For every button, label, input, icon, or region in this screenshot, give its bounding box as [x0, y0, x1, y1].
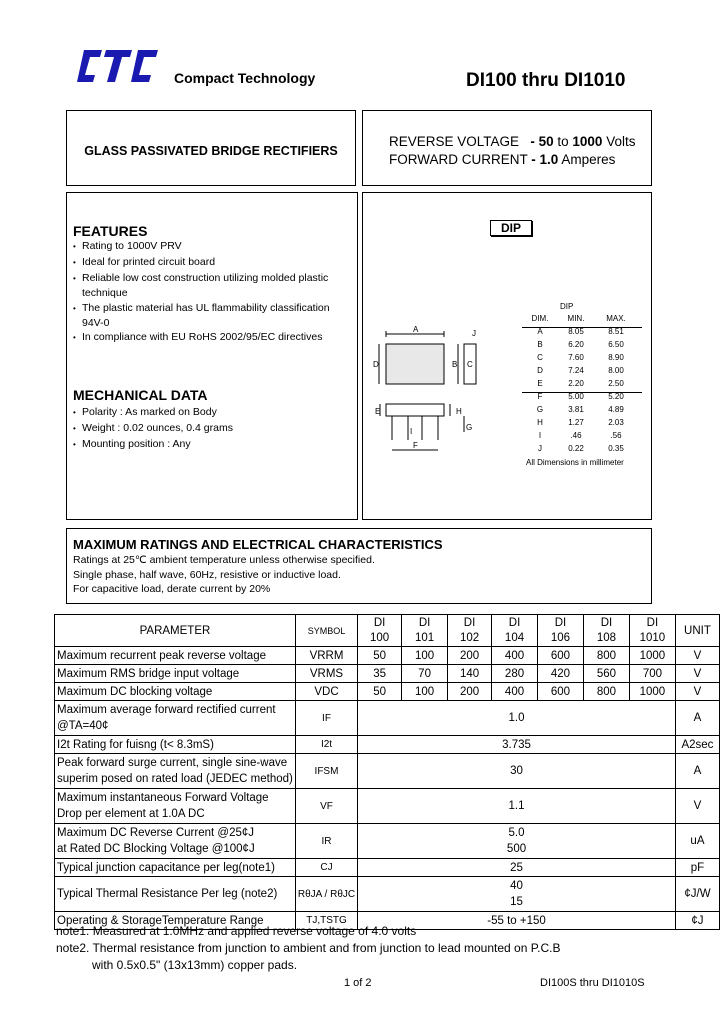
ratings-line-1: Ratings at 25℃ ambient temperature unless otherwise specified. [73, 554, 375, 566]
table-row: I2t Rating for fuisng (t< 8.3mS) I2t 3.735 A2sec [55, 736, 720, 754]
reverse-sep: - [530, 134, 535, 149]
dim-row: G 3.81 4.89 [536, 405, 624, 414]
table-row: Maximum average forward rectified current @TA=40¢ IF 1.0 A [55, 701, 720, 736]
header-parameter: PARAMETER [55, 615, 296, 647]
reverse-min: 50 [538, 134, 554, 149]
table-row: Typical Thermal Resistance Per leg (note2) RθJA / RθJC 40 15 ¢J/W [55, 877, 720, 912]
drawing-label-a: A [413, 325, 419, 334]
dim-row: H 1.27 2.03 [537, 418, 624, 427]
drawing-label-c: C [467, 360, 473, 369]
ratings-line-2: Single phase, half wave, 60Hz, resistive or inductive load. [73, 569, 341, 581]
table-row: Typical junction capacitance per leg(note1) CJ 25 pF [55, 859, 720, 877]
table-row: Maximum recurrent peak reverse voltage VRRM 50 100 200 400 600 800 1000 V [55, 647, 720, 665]
feature-item-1: • Rating to 1000V PRV [73, 240, 182, 252]
table-row: Operating & StorageTemperature Range TJ,TSTG -55 to +150 ¢J [55, 912, 720, 930]
dim-table-header: DIM. MIN. MAX. [522, 314, 642, 328]
company-logo [74, 46, 162, 86]
reverse-max: 1000 [572, 134, 603, 149]
reverse-unit: Volts [606, 134, 636, 149]
table-row: Maximum DC blocking voltage VDC 50 100 200 400 600 800 1000 V [55, 683, 720, 701]
package-drawing [368, 322, 480, 458]
table-row: Peak forward surge current, single sine-wave superim posed on rated load (JEDEC method) IFSM 30 A [55, 754, 720, 789]
package-label: DIP [490, 220, 532, 236]
header-symbol: SYMBOL [295, 615, 357, 647]
table-row: Maximum instantaneous Forward Voltage Drop per element at 1.0A DC VF 1.1 V [55, 789, 720, 824]
table-row: Maximum RMS bridge input voltage VRMS 35 70 140 280 420 560 700 V [55, 665, 720, 683]
footer-series: DI100S thru DI1010S [540, 977, 645, 989]
reverse-voltage-label: REVERSE VOLTAGE [389, 134, 520, 149]
header-device: DI 108 [583, 615, 629, 647]
page-number: 1 of 2 [344, 977, 372, 989]
mechanical-item-2: • Weight : 0.02 ounces, 0.4 grams [73, 422, 233, 434]
header-unit: UNIT [675, 615, 719, 647]
dim-row: F 5.00 5.20 [537, 392, 624, 401]
ratings-title: MAXIMUM RATINGS AND ELECTRICAL CHARACTERISTICS [73, 537, 443, 552]
drawing-label-h: H [456, 407, 462, 416]
company-name: Compact Technology [174, 70, 316, 86]
document-title: DI100 thru DI1010 [466, 70, 626, 91]
ratings-line-3: For capacitive load, derate current by 20% [73, 583, 271, 595]
drawing-label-g: G [466, 423, 473, 432]
feature-item-5: • In compliance with EU RoHS 2002/95/EC directives [73, 331, 323, 343]
forward-current-label: FORWARD CURRENT [389, 152, 528, 167]
drawing-label-d: D [373, 360, 379, 369]
dim-row: J 0.22 0.35 [538, 444, 624, 453]
features-box [66, 192, 358, 520]
forward-unit: Amperes [561, 152, 616, 167]
dim-row: A 8.05 8.51 [537, 327, 624, 336]
forward-current-spec [389, 152, 615, 167]
header-device: DI 102 [448, 615, 492, 647]
feature-item-4: • The plastic material has UL flammability classification 94V-0 [73, 302, 330, 329]
dim-row: C 7.60 8.90 [537, 353, 624, 362]
dim-table-title: DIP [560, 302, 574, 311]
drawing-label-b: B [452, 360, 458, 369]
forward-value: 1.0 [539, 152, 559, 167]
drawing-label-i: I [410, 427, 413, 436]
product-name: GLASS PASSIVATED BRIDGE RECTIFIERS [84, 144, 338, 158]
reverse-voltage-spec [389, 134, 636, 149]
note-2-continued: with 0.5x0.5" (13x13mm) copper pads. [92, 958, 298, 972]
header-device: DI 100 [358, 615, 402, 647]
feature-item-3: • Reliable low cost construction utilizing molded plastic technique [73, 272, 329, 299]
dim-row: I .46 .56 [538, 431, 622, 440]
mechanical-title: MECHANICAL DATA [73, 387, 208, 403]
feature-item-2: • Ideal for printed circuit board [73, 256, 216, 268]
note-1: note1. Measured at 1.0MHz and applied reverse voltage of 4.0 volts [56, 924, 417, 938]
product-box [66, 110, 356, 186]
mechanical-item-3: • Mounting position : Any [73, 438, 191, 450]
mechanical-item-1: • Polarity : As marked on Body [73, 406, 217, 418]
drawing-label-f: F [413, 441, 418, 450]
features-title: FEATURES [73, 223, 148, 239]
reverse-to: to [557, 134, 569, 149]
dim-table-note: All Dimensions in millimeter [526, 458, 624, 467]
note-2: note2. Thermal resistance from junction to ambient and from junction to lead mounted on P.C.B [56, 941, 561, 955]
header-device: DI 101 [402, 615, 448, 647]
header-device: DI 106 [538, 615, 584, 647]
table-row: Maximum DC Reverse Current @25¢J at Rated DC Blocking Voltage @100¢J IR 5.0 500 uA [55, 824, 720, 859]
specs-box [362, 110, 652, 186]
characteristics-table [54, 614, 720, 930]
table-header-row [55, 615, 720, 647]
dim-row: E 2.20 2.50 [522, 379, 642, 393]
forward-sep: - [531, 152, 536, 167]
ratings-box [66, 528, 652, 604]
header-device: DI 1010 [629, 615, 675, 647]
drawing-label-j: J [472, 329, 476, 338]
drawing-label-e: E [375, 407, 381, 416]
dim-row: B 6.20 6.50 [537, 340, 624, 349]
header-device: DI 104 [492, 615, 538, 647]
dim-row: D 7.24 8.00 [537, 366, 624, 375]
